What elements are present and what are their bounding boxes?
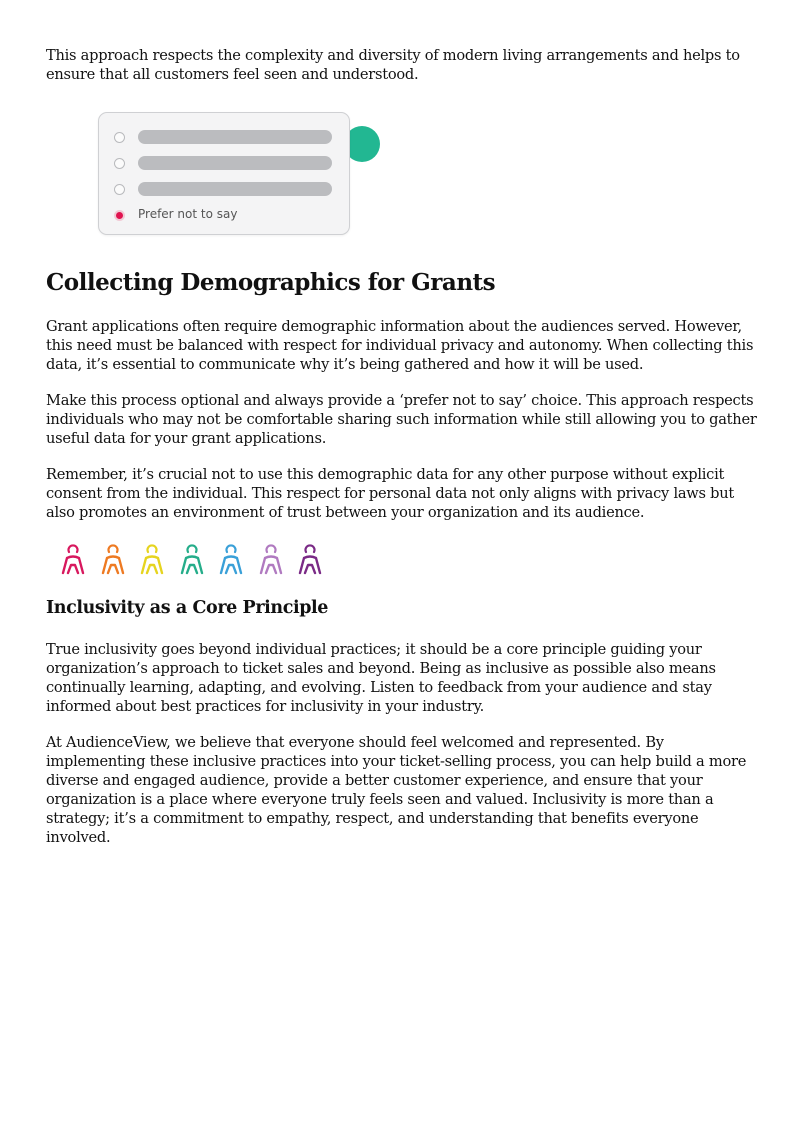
radio-option-label: Prefer not to say: [138, 207, 238, 221]
inclusivity-paragraph: At AudienceView, we believe that everyone should feel welcomed and represented. By implementing these inclusive practices into your ticket-selling process, you can help build a more diverse and engaged audience, provide a better customer experience, and ensure that your organization is a place where everyone truly feels seen and valued. Inclusivity is more than a strategy; it’s a commitment to empathy, respect, and understanding that benefits everyone involved.: [46, 734, 747, 846]
section-heading-grants: Collecting Demographics for Grants: [46, 269, 496, 296]
inclusivity-paragraph: True inclusivity goes beyond individual practices; it should be a core principle guiding your organization’s approach to ticket sales and beyond. Being as inclusive as possible also means continually learning, adapting, and evolving. Listen to feedback from your audience and stay informed about best practices for inclusivity in your industry.: [46, 641, 716, 715]
option-placeholder-bar: [138, 130, 332, 144]
person-icon: [258, 544, 284, 576]
person-icon: [100, 544, 126, 576]
diverse-people-illustration: [60, 544, 340, 578]
person-icon: [179, 544, 205, 576]
grants-paragraph: Remember, it’s crucial not to use this demographic data for any other purpose without explicit consent from the individual. This respect for personal data not only aligns with privacy laws but also promotes an environment of trust between your organization and its audience.: [46, 466, 735, 521]
radio-unselected-icon: [114, 158, 125, 169]
person-icon: [218, 544, 244, 576]
section-heading-inclusivity: Inclusivity as a Core Principle: [46, 598, 329, 618]
radio-options-illustration: [98, 112, 382, 238]
intro-paragraph: This approach respects the complexity and diversity of modern living arrangements and helps to ensure that all customers feel seen and understood.: [46, 47, 740, 83]
person-icon: [60, 544, 86, 576]
grants-paragraph: Make this process optional and always provide a ‘prefer not to say’ choice. This approach respects individuals who may not be comfortable sharing such information while still allowing you to gather useful data for your grant applications.: [46, 392, 757, 447]
person-icon: [297, 544, 323, 576]
person-icon: [139, 544, 165, 576]
radio-unselected-icon: [114, 184, 125, 195]
option-placeholder-bar: [138, 182, 332, 196]
radio-selected-icon: [114, 210, 125, 221]
radio-options-card: [98, 112, 350, 235]
radio-unselected-icon: [114, 132, 125, 143]
grants-paragraph: Grant applications often require demographic information about the audiences served. However, this need must be balanced with respect for individual privacy and autonomy. When collecting this data, it’s essential to communicate why it’s being gathered and how it will be used.: [46, 318, 754, 373]
option-placeholder-bar: [138, 156, 332, 170]
